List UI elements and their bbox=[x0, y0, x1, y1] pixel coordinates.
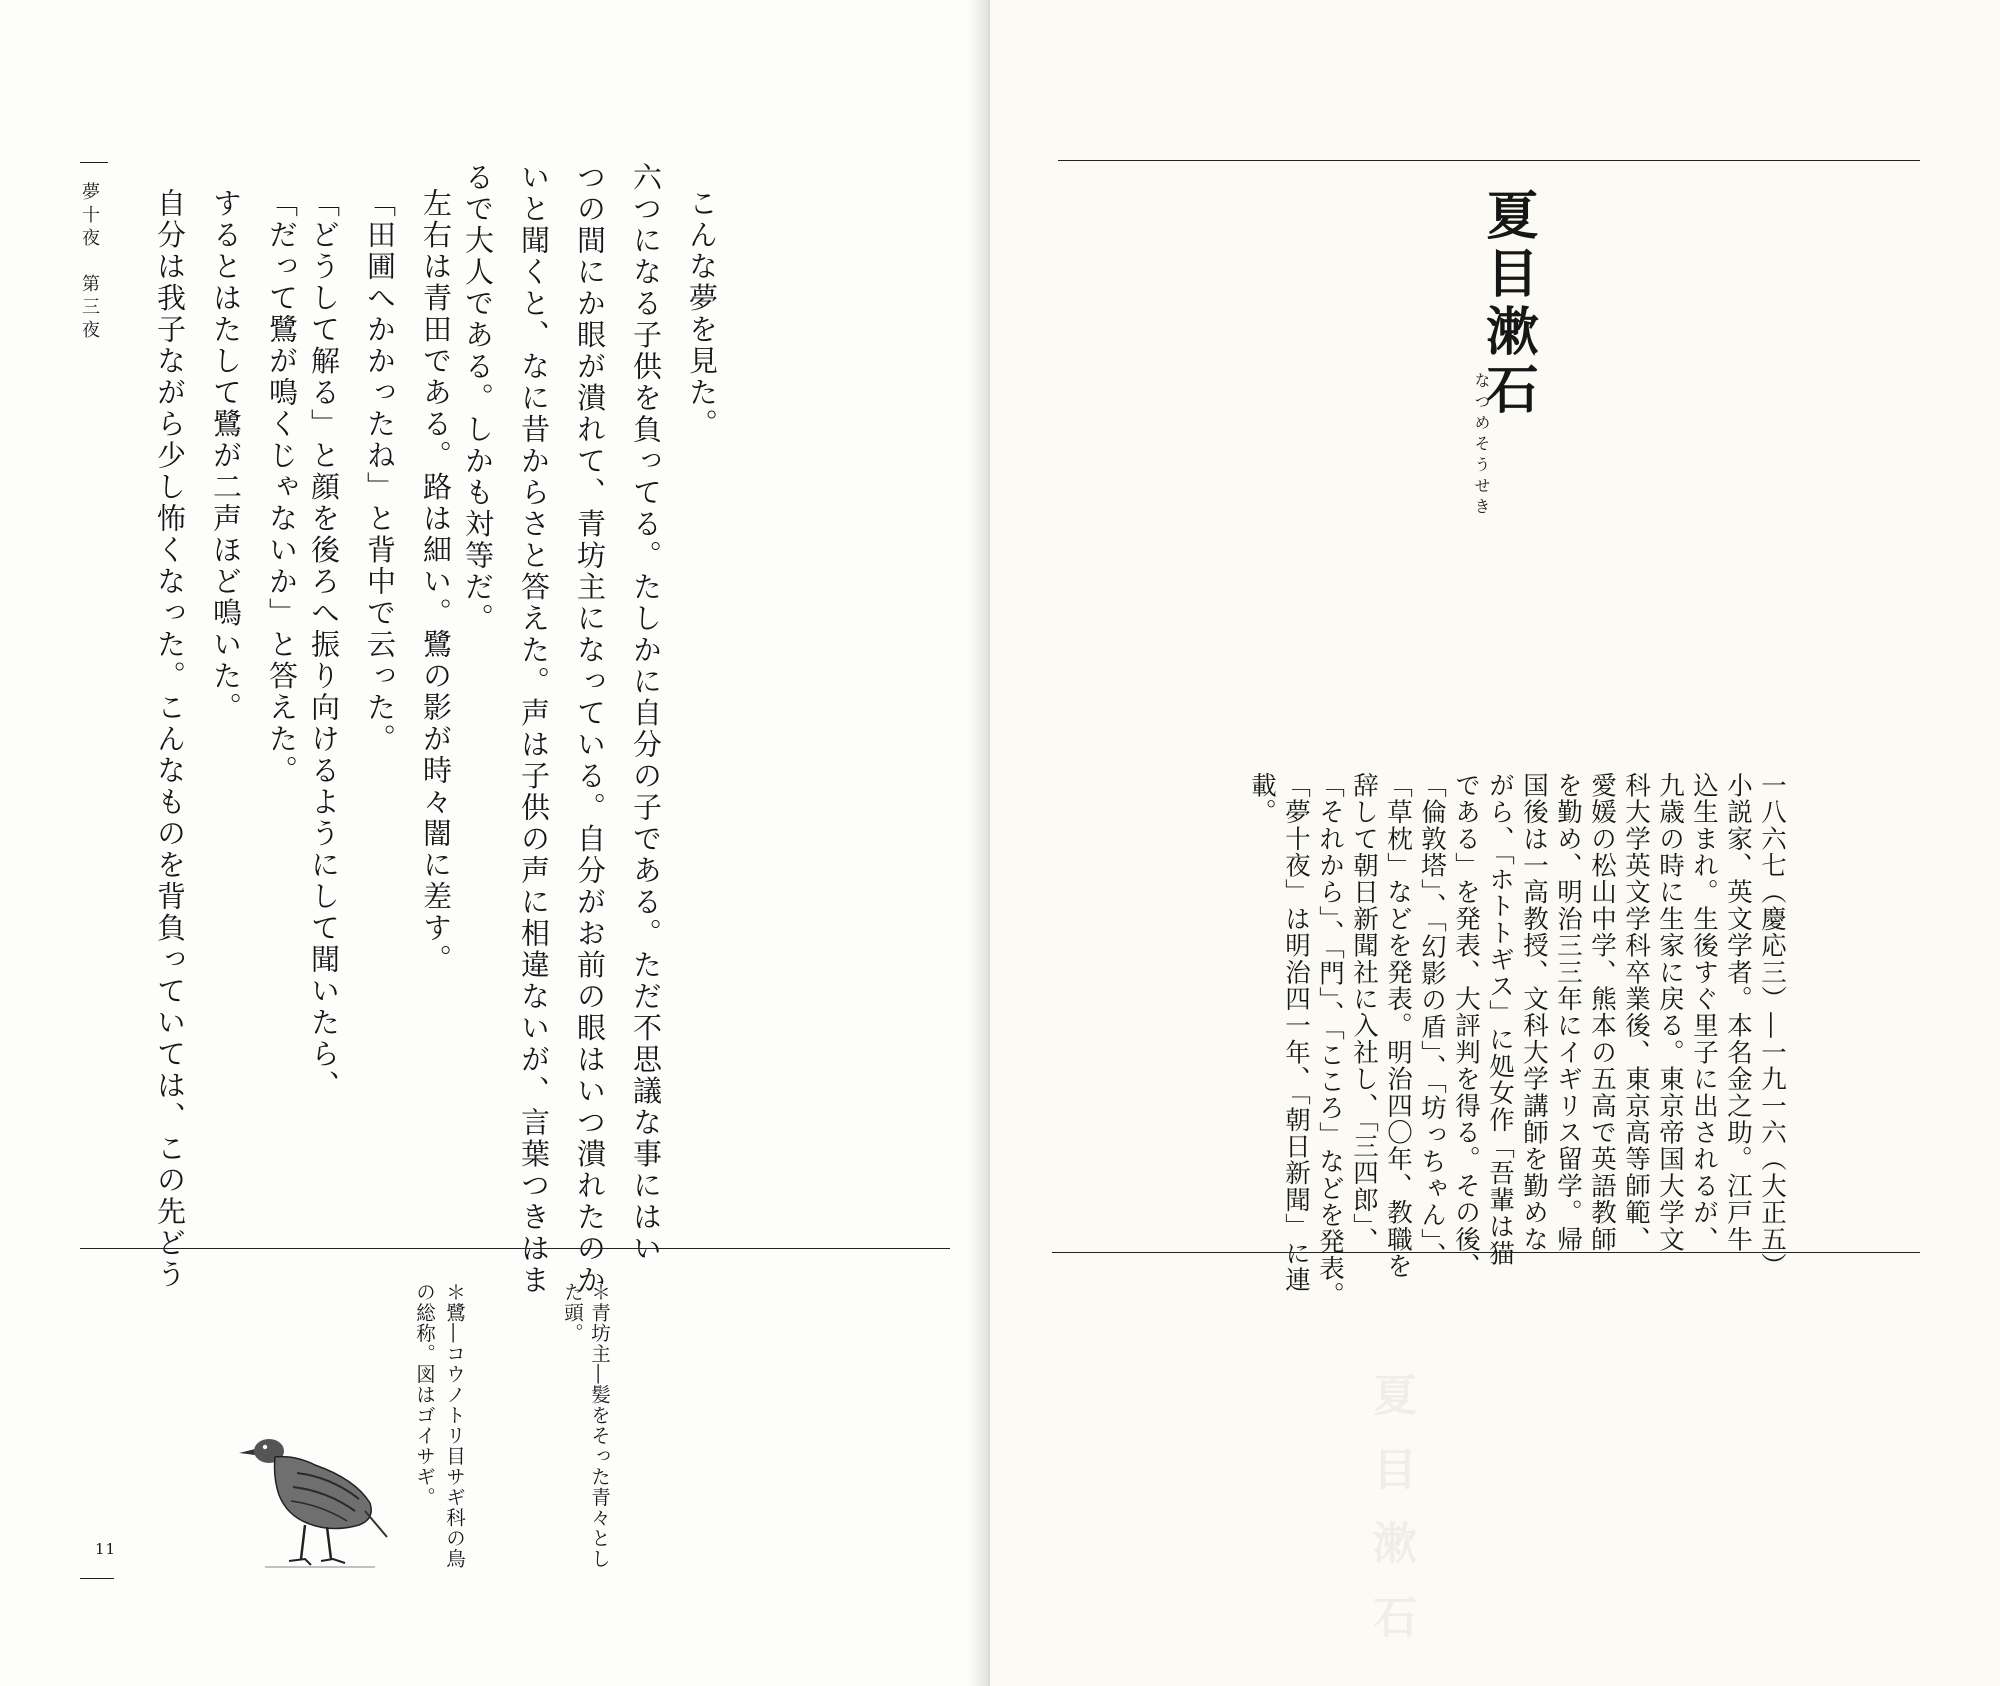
footer-rule bbox=[1052, 1252, 1920, 1253]
body-line-2: 六つになる子供を負ってる。たしかに自分の子である。ただ不思議な事にはい bbox=[629, 162, 663, 1265]
body-line-5: るで大人である。しかも対等だ。 bbox=[461, 162, 495, 635]
author-name: 夏目漱石 bbox=[1477, 188, 1538, 420]
bio-line-7: を勤め、明治三三年にイギリス留学。帰 bbox=[1553, 772, 1583, 1253]
body-line-6: 左右は青田である。路は細い。鷺の影が時々闇に差す。 bbox=[419, 188, 453, 976]
bio-line-10: である」を発表、大評判を得る。その後、 bbox=[1451, 772, 1481, 1280]
body-line-3: つの間にか眼が潰れて、青坊主になっている。自分がお前の眼はいつ潰れたのか bbox=[573, 162, 607, 1296]
running-head: 夢十夜 第三夜 bbox=[79, 182, 100, 343]
bio-line-13: 辞して朝日新聞社に入社し、「三四郎」、 bbox=[1349, 772, 1379, 1254]
bio-line-11: 「倫敦塔」、「幻影の盾」、「坊っちゃん」、 bbox=[1417, 772, 1447, 1269]
notes-divider bbox=[80, 1248, 950, 1249]
left-top-rule bbox=[80, 162, 108, 163]
left-page bbox=[0, 0, 990, 1686]
night-heron-icon bbox=[235, 1395, 405, 1575]
body-line-7: 「田圃へかかったね」と背中で云った。 bbox=[363, 188, 397, 755]
bio-line-12: 「草枕」などを発表。明治四〇年、教職を bbox=[1383, 772, 1413, 1280]
show-through-title: 夏目漱石 bbox=[1365, 1372, 1416, 1668]
bio-line-5: 科大学英文学科卒業後、東京高等師範、 bbox=[1621, 772, 1651, 1253]
header-rule bbox=[1058, 160, 1920, 161]
note-sagi-line-2: の総称。図はゴイサギ。 bbox=[413, 1282, 436, 1508]
page-number: 11 bbox=[95, 1540, 117, 1558]
body-line-1: こんな夢を見た。 bbox=[685, 188, 719, 440]
bio-line-3: 込生まれ。生後すぐ里子に出されるが、 bbox=[1689, 772, 1719, 1253]
right-page bbox=[990, 0, 2000, 1686]
bio-line-6: 愛媛の松山中学、熊本の五高で英語教師 bbox=[1587, 772, 1617, 1253]
bio-line-4: 九歳の時に生家に戻る。東京帝国大学文 bbox=[1655, 772, 1685, 1253]
body-line-10: するとはたして鷺が二声ほど鳴いた。 bbox=[209, 188, 243, 724]
bio-line-2: 小説家、英文学者。本名金之助。江戸牛 bbox=[1723, 772, 1753, 1253]
bio-line-14: 「それから」、「門」、「こころ」などを発表。 bbox=[1315, 772, 1345, 1309]
note-aobozu-line-1: ＊青坊主―髪をそった青々とし bbox=[588, 1282, 611, 1569]
gutter-shadow bbox=[968, 0, 990, 1686]
bio-line-9: がら、「ホトトギス」に処女作「吾輩は猫 bbox=[1485, 772, 1515, 1267]
body-line-8: 「どうして解る」と顔を後ろへ振り向けるようにして聞いたら、 bbox=[307, 188, 341, 1102]
bio-line-8: 国後は一高教授、文科大学講師を勤めな bbox=[1519, 772, 1549, 1253]
bio-line-1: 一八六七（慶応三）―一九一六（大正五） bbox=[1757, 772, 1787, 1280]
bio-line-16: 載。 bbox=[1247, 772, 1277, 826]
bio-line-15: 「夢十夜」は明治四一年、「朝日新聞」に連 bbox=[1281, 772, 1311, 1294]
note-sagi-line-1: ＊鷺―コウノトリ目サギ科の鳥 bbox=[443, 1282, 466, 1569]
author-reading: なつめそうせき bbox=[1472, 372, 1491, 519]
note-aobozu-line-2: た頭。 bbox=[561, 1282, 584, 1344]
page-number-rule bbox=[80, 1578, 114, 1579]
body-line-4: いと聞くと、なに昔からさと答えた。声は子供の声に相違ないが、言葉つきはま bbox=[517, 162, 551, 1296]
body-line-9: 「だって鷺が鳴くじゃないか」と答えた。 bbox=[265, 188, 299, 787]
body-line-11: 自分は我子ながら少し怖くなった。こんなものを背負っていては、この先どう bbox=[153, 188, 187, 1291]
